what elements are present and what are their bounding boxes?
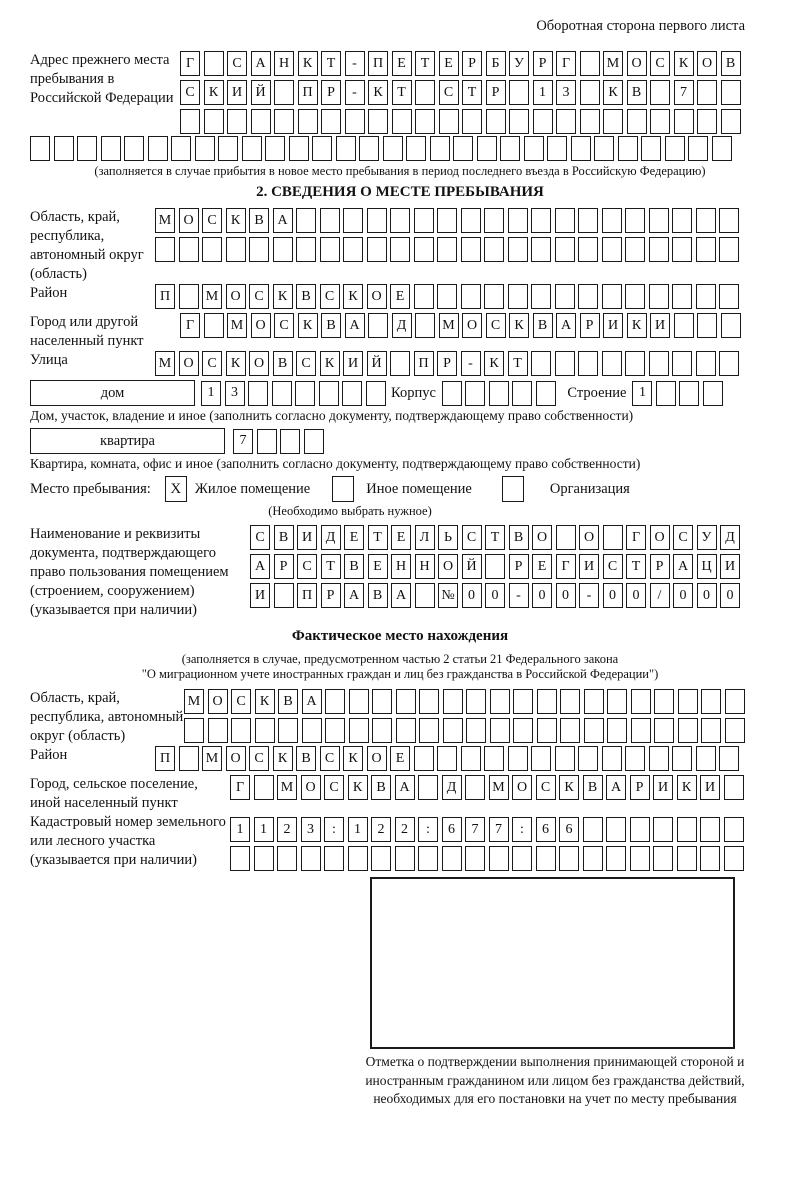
- apartment-cells: 7: [233, 429, 327, 454]
- cadastral-row1: 1 1 2 3 : 1 2 2 : 6 7 7 : 6 6: [230, 817, 747, 842]
- stroenie-cells: 1: [632, 381, 726, 406]
- confirmation-stamp-caption: Отметка о подтверждении выполнения принимающей стороной и иностранным гражданином или лицом без гражданства действий, необходимых для его постановки на учет по месту пребывания: [365, 1054, 745, 1106]
- previous-address-field: [30, 51, 770, 134]
- apartment-note: Квартира, комната, офис и иное (заполнить согласно документу, подтверждающему право собственности): [30, 456, 641, 471]
- actual-city-field: [30, 775, 770, 813]
- actual-location-note2: "О миграционном учете иностранных граждан и лиц без гражданства в Российской Федерации"): [141, 667, 659, 681]
- district-row: П М О С К В С К О Е: [155, 284, 743, 309]
- region-label: Область, край, республика, автономный округ (область): [30, 209, 144, 282]
- stay-type-label: Место пребывания:: [30, 480, 151, 497]
- region-field: [30, 208, 770, 284]
- cadastral-field: [30, 813, 770, 871]
- korpus-label: Корпус: [391, 384, 436, 401]
- region-row2: [155, 237, 743, 262]
- actual-location-title: Фактическое место нахождения: [291, 628, 509, 644]
- document-row3: И П Р А В А № 0 0 - 0 0 - 0 0 / 0 0 0: [250, 583, 744, 608]
- other-premises-checkbox: [332, 476, 354, 502]
- street-row: М О С К О В С К И Й П Р - К Т: [155, 351, 743, 376]
- document-row2: А Р С Т В Е Н Н О Й Р Е Г И С Т Р А Ц И: [250, 554, 744, 579]
- district-field: [30, 284, 770, 309]
- house-cells: 1 3: [201, 381, 389, 406]
- actual-region-row2: [184, 718, 748, 743]
- apartment-row: [30, 428, 770, 454]
- organization-label: Организация: [549, 480, 630, 497]
- other-premises-label: Иное помещение: [366, 480, 472, 497]
- actual-district-row: П М О С К В С К О Е: [155, 746, 743, 771]
- stay-type-row: [30, 476, 770, 502]
- region-row1: М О С К В А: [155, 208, 743, 233]
- actual-city-label: Город, сельское поселение, иной населенный пункт: [30, 776, 198, 811]
- stroenie-label: Строение: [567, 384, 627, 401]
- city-row: Г М О С К В А Д М О С К В А Р И К И: [180, 313, 744, 338]
- previous-address-row3: [180, 109, 744, 134]
- city-field: [30, 313, 770, 351]
- previous-address-row1: Г С А Н К Т - П Е Т Е Р Б У Р Г М О С К О В: [180, 51, 744, 76]
- actual-district-field: [30, 746, 770, 771]
- street-field: [30, 351, 770, 376]
- house-row: [30, 380, 770, 406]
- district-label: Район: [30, 285, 68, 301]
- actual-location-note1: (заполняется в случае, предусмотренном частью 2 статьи 21 Федерального закона: [181, 652, 619, 666]
- actual-region-row1: М О С К В А: [184, 689, 748, 714]
- section2-title: 2. СВЕДЕНИЯ О МЕСТЕ ПРЕБЫВАНИЯ: [256, 184, 544, 200]
- previous-address-row2: С К И Й П Р - К Т С Т Р 1 3 К В 7: [180, 80, 744, 105]
- house-note: Дом, участок, владение и иное (заполнить согласно документу, подтверждающему право собственности): [30, 408, 634, 423]
- confirmation-stamp-box: [370, 877, 735, 1049]
- cadastral-row2: [230, 846, 747, 871]
- document-field: [30, 525, 770, 620]
- actual-region-label: Область, край, республика, автономный округ (область): [30, 690, 184, 744]
- dwelling-checkbox: X: [165, 476, 187, 502]
- actual-district-label: Район: [30, 747, 68, 763]
- dwelling-label: Жилое помещение: [194, 480, 311, 497]
- stay-type-note: (Необходимо выбрать нужное): [268, 504, 432, 518]
- document-label: Наименование и реквизиты документа, подтверждающего право пользования помещением (строением, сооружением) (указывается при наличии): [30, 526, 229, 618]
- house-box: дом: [30, 380, 195, 406]
- street-label: Улица: [30, 352, 68, 368]
- korpus-cells: [442, 381, 560, 406]
- city-label: Город или другой населенный пункт: [30, 314, 144, 349]
- apartment-box: квартира: [30, 428, 225, 454]
- actual-region-field: [30, 689, 770, 746]
- previous-address-note: (заполняется в случае прибытия в новое место пребывания в период последнего въезда в Российскую Федерацию): [94, 164, 706, 178]
- previous-address-row4: [30, 136, 770, 161]
- actual-city-row: Г М О С К В А Д М О С К В А Р И К И: [230, 775, 747, 800]
- page-side-note: Оборотная сторона первого листа: [536, 18, 745, 34]
- cadastral-label: Кадастровый номер земельного или лесного участка (указывается при наличии): [30, 814, 226, 868]
- document-row1: С В И Д Е Т Е Л Ь С Т В О О Г О С У Д: [250, 525, 744, 550]
- organization-checkbox: [502, 476, 524, 502]
- previous-address-label: Адрес прежнего места пребывания в Российской Федерации: [30, 52, 174, 106]
